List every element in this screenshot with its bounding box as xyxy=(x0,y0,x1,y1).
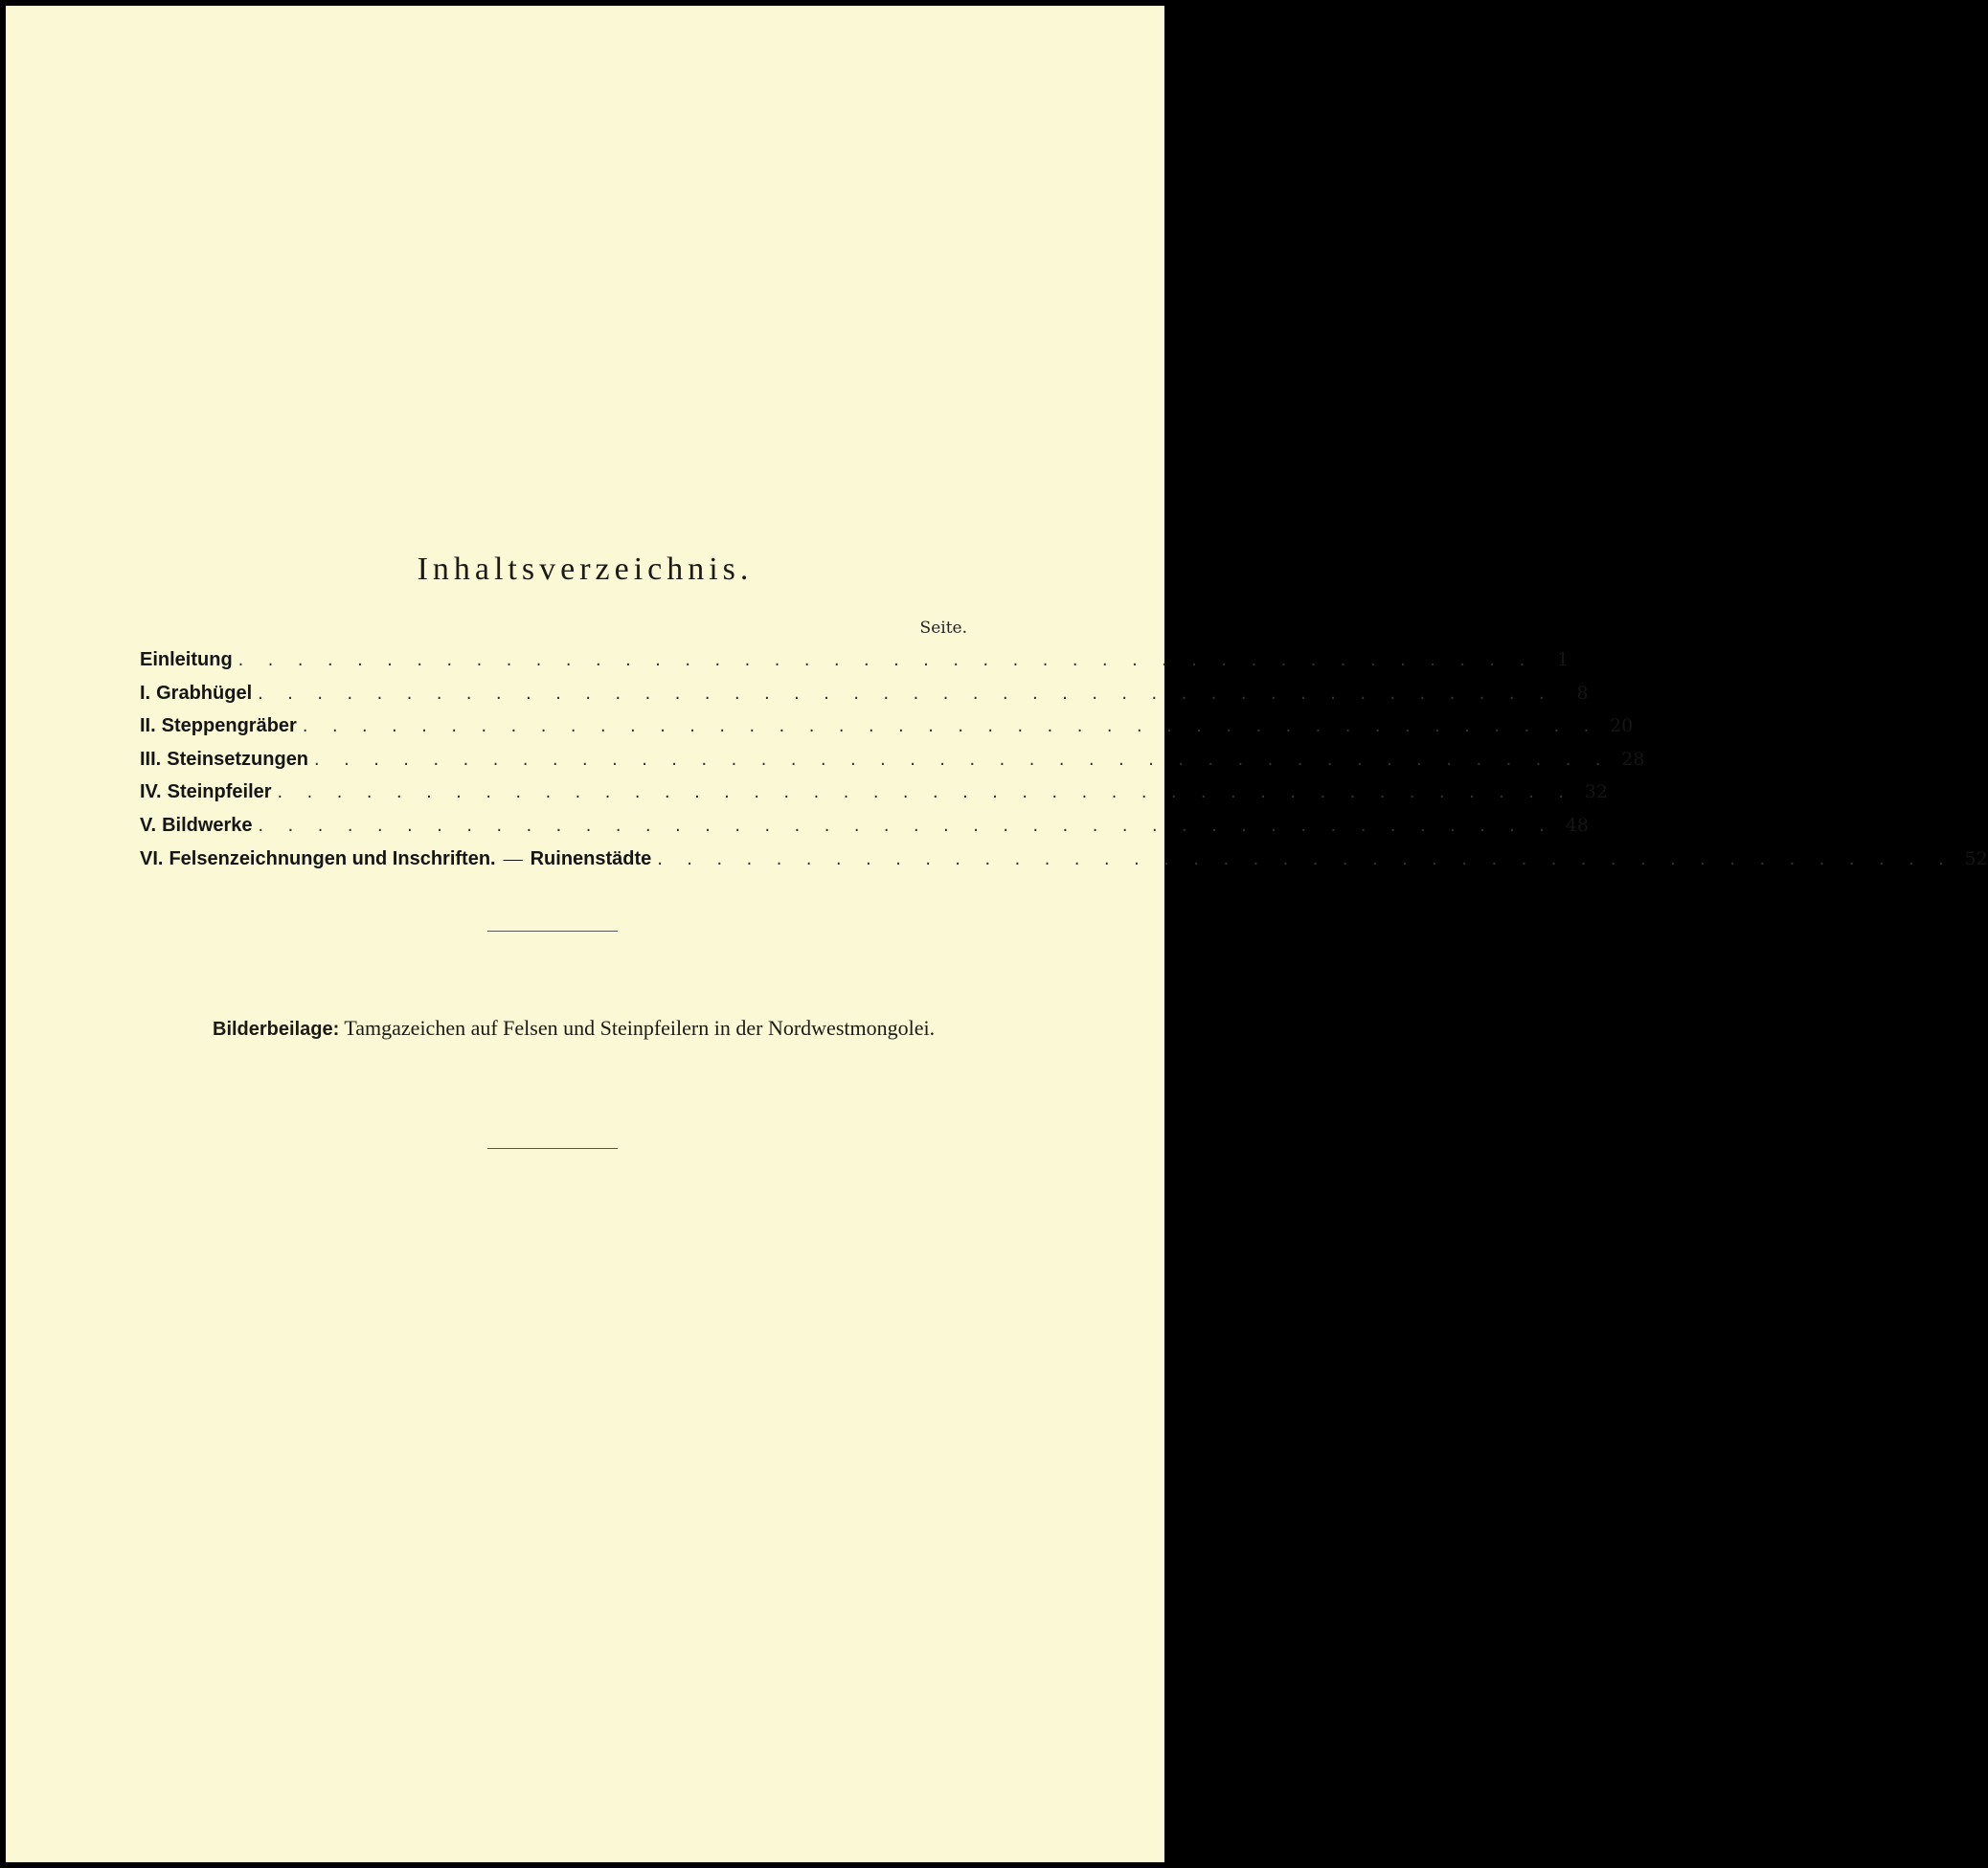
appendix-note xyxy=(140,1009,969,1048)
toc-entry-grabhuegel[interactable] xyxy=(140,682,1589,716)
page-title: Inhaltsverzeichnis. xyxy=(417,551,754,587)
toc-entry-page: 8 xyxy=(1576,682,1589,704)
em-dash: — xyxy=(503,847,523,869)
toc-entry-page: 1 xyxy=(1557,649,1570,670)
toc-entry-number: III. xyxy=(140,748,162,770)
appendix-label: Bilderbeilage: xyxy=(213,1019,340,1040)
toc-entry-number: VI. xyxy=(140,847,164,869)
dot-leader: . . . . . . . . . . . . . . . . . . . . . . . . . . . . . . . . . . . . . . . . . . . . xyxy=(258,682,1554,704)
toc-entry-steinpfeiler[interactable] xyxy=(140,781,1608,815)
divider-rule xyxy=(487,931,618,932)
toc-entry-label: Steinpfeiler xyxy=(167,781,272,803)
toc-entry-label: Felsenzeichnungen und Inschriften. xyxy=(169,847,496,869)
divider-rule-bottom xyxy=(487,1148,618,1149)
toc-entry-label-secondary: Ruinenstädte xyxy=(530,847,652,869)
table-of-contents xyxy=(140,649,1988,881)
toc-entry-steinsetzungen[interactable] xyxy=(140,748,1645,782)
dot-leader: . . . . . . . . . . . . . . . . . . . . . . . . . . . . . . . . . . . . . . . . . . . . xyxy=(258,814,1554,836)
page-column-header: Seite. xyxy=(919,619,967,638)
toc-entry-page: 32 xyxy=(1584,781,1608,803)
toc-entry-number: V. xyxy=(140,814,157,836)
dot-leader: . . . . . . . . . . . . . . . . . . . . . . . . . . . . . . . . . . . . . . . . . . . . xyxy=(314,748,1611,770)
toc-entry-steppengraeber[interactable] xyxy=(140,715,1634,749)
dot-leader: . . . . . . . . . . . . . . . . . . . . . . . . . . . . . . . . . . . . . . . . . . . . xyxy=(277,781,1573,803)
toc-entry-number: IV. xyxy=(140,781,162,803)
page xyxy=(6,6,1988,1862)
toc-entry-label: Einleitung xyxy=(140,649,233,670)
toc-entry-label: Bildwerke xyxy=(162,814,253,836)
toc-entry-label: Steppengräber xyxy=(161,715,297,737)
toc-entry-number: I. xyxy=(140,682,151,704)
dot-leader: . . . . . . . . . . . . . . . . . . . . . . . . . . . . . . . . . . . . . . . . . . . . xyxy=(237,649,1535,670)
toc-entry-page: 48 xyxy=(1565,814,1589,836)
toc-entry-page: 28 xyxy=(1621,748,1645,770)
toc-entry-label: Steinsetzungen xyxy=(167,748,309,770)
toc-entry-einleitung[interactable] xyxy=(140,649,1570,683)
dot-leader: . . . . . . . . . . . . . . . . . . . . . . . . . . . . . . . . . . . . . . . . . . . . xyxy=(302,715,1599,737)
dot-leader: . . . . . . . . . . . . . . . . . . . . . . . . . . . . . . . . . . . . . . . . . . . . xyxy=(657,847,1954,869)
toc-entry-page: 52 xyxy=(1964,847,1988,869)
toc-entry-label: Grabhügel xyxy=(156,682,253,704)
toc-entry-bildwerke[interactable] xyxy=(140,814,1589,848)
toc-entry-felsenzeichnungen[interactable] xyxy=(140,847,1988,882)
toc-entry-page: 20 xyxy=(1610,715,1634,737)
appendix-text: Tamgazeichen auf Felsen und Steinpfeilern in der Nordwestmongolei. xyxy=(344,1016,936,1040)
toc-entry-number: II. xyxy=(140,715,156,737)
